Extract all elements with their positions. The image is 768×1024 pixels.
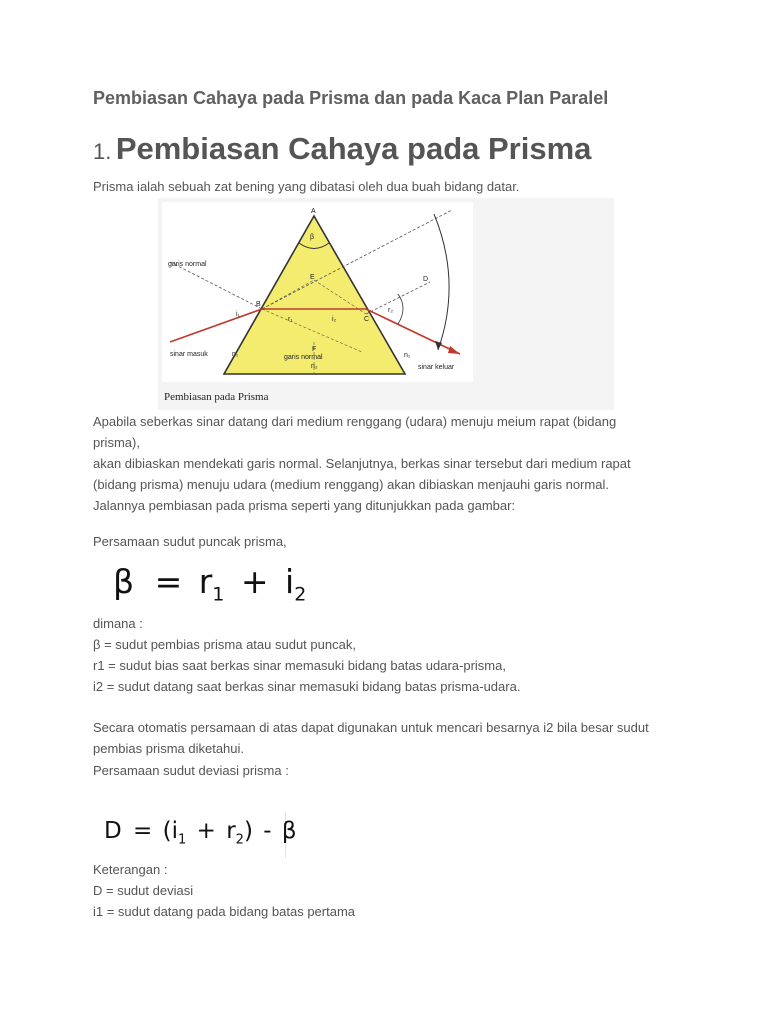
label-i1: i₁ <box>236 311 240 318</box>
formula1-plus: + <box>240 562 269 601</box>
para1-line4: (bidang prisma) menuju udara (medium renggang) akan dibiaskan menjauhi garis normal. <box>93 477 609 492</box>
formula2-open: ( <box>162 818 172 844</box>
formula1-i: i <box>285 562 295 601</box>
para1-line1: Apabila seberkas sinar datang dari medium renggang (udara) menuju meium rapat (bidang <box>93 414 617 429</box>
formula2-i-sub: 1 <box>178 832 187 848</box>
label-D: D <box>423 276 429 283</box>
label-A: A <box>311 208 316 215</box>
formula1-i-sub: 2 <box>294 583 307 606</box>
intro-text: Prisma ialah sebuah zat bening yang dibatasi oleh dua buah bidang datar. <box>93 179 520 194</box>
formula1-r: r <box>198 562 213 601</box>
page-title: Pembiasan Cahaya pada Prisma dan pada Kaca Plan Paralel <box>93 88 609 108</box>
para1-line2: prisma), <box>93 435 140 450</box>
formula1-equals: = <box>154 562 183 601</box>
deviation-formula <box>104 815 297 857</box>
label-E: E <box>310 274 315 281</box>
label-n2: n₂ <box>311 363 318 370</box>
def-D: D = sudut deviasi <box>93 883 194 898</box>
formula1-r-sub: 1 <box>212 583 225 606</box>
def-r1: r1 = sudut bias saat berkas sinar memasuki bidang batas udara-prisma, <box>93 658 506 673</box>
para1-line3: akan dibiaskan mendekati garis normal. Selanjutnya, berkas sinar tersebut dari medium rapat <box>93 456 631 471</box>
label-F: F <box>312 346 317 353</box>
label-sinar-masuk: sinar masuk <box>170 351 208 358</box>
apex-angle-formula <box>113 562 306 615</box>
formula2-i: i <box>171 818 178 844</box>
prism-refraction-diagram <box>162 202 473 382</box>
formula2-equals: = <box>133 818 153 844</box>
label-n1-right: n₁ <box>404 352 411 359</box>
formula2-beta: β <box>281 818 297 844</box>
label-B: B <box>256 301 261 308</box>
section-heading <box>93 131 591 167</box>
formula2-minus: - <box>263 818 272 844</box>
para1-line5: Jalannya pembiasan pada prisma seperti yang ditunjukkan pada gambar: <box>93 498 516 513</box>
label-garis-normal-bottom: garis normal <box>284 354 323 361</box>
formula2-D: D <box>104 818 122 844</box>
label-i2: i₂ <box>332 316 337 323</box>
label-sinar-keluar: sinar keluar <box>418 364 455 371</box>
formula2-r: r <box>226 818 236 844</box>
label-garis-normal-top: garis normal <box>168 261 207 268</box>
dimana-label: dimana : <box>93 616 143 631</box>
persamaan-puncak-label: Persamaan sudut puncak prisma, <box>93 534 287 549</box>
section-number: 1. <box>93 139 112 164</box>
label-C: C <box>364 316 370 323</box>
persamaan-deviasi-label: Persamaan sudut deviasi prisma : <box>93 763 289 778</box>
section-title: Pembiasan Cahaya pada Prisma <box>115 131 592 166</box>
def-i2: i2 = sudut datang saat berkas sinar memasuki bidang batas prisma-udara. <box>93 679 521 694</box>
para2-line2: pembias prisma diketahui. <box>93 741 245 756</box>
label-beta: β <box>310 234 315 241</box>
formula1-beta: β <box>113 562 135 601</box>
formula2-r-sub: 2 <box>235 832 244 848</box>
para2-line1: Secara otomatis persamaan di atas dapat digunakan untuk mencari besarnya i2 bila besar sudut <box>93 720 649 735</box>
def-i1: i1 = sudut datang pada bidang batas pertama <box>93 904 356 919</box>
label-r2: r₂ <box>388 307 394 314</box>
label-r1: r₁ <box>288 316 293 323</box>
formula2-plus: + <box>196 818 216 844</box>
keterangan-label: Keterangan : <box>93 862 168 877</box>
figure-caption: Pembiasan pada Prisma <box>164 391 269 403</box>
def-beta: β = sudut pembias prisma atau sudut puncak, <box>93 637 356 652</box>
label-n1: n₁ <box>232 351 239 358</box>
formula2-close: ) <box>243 818 253 844</box>
